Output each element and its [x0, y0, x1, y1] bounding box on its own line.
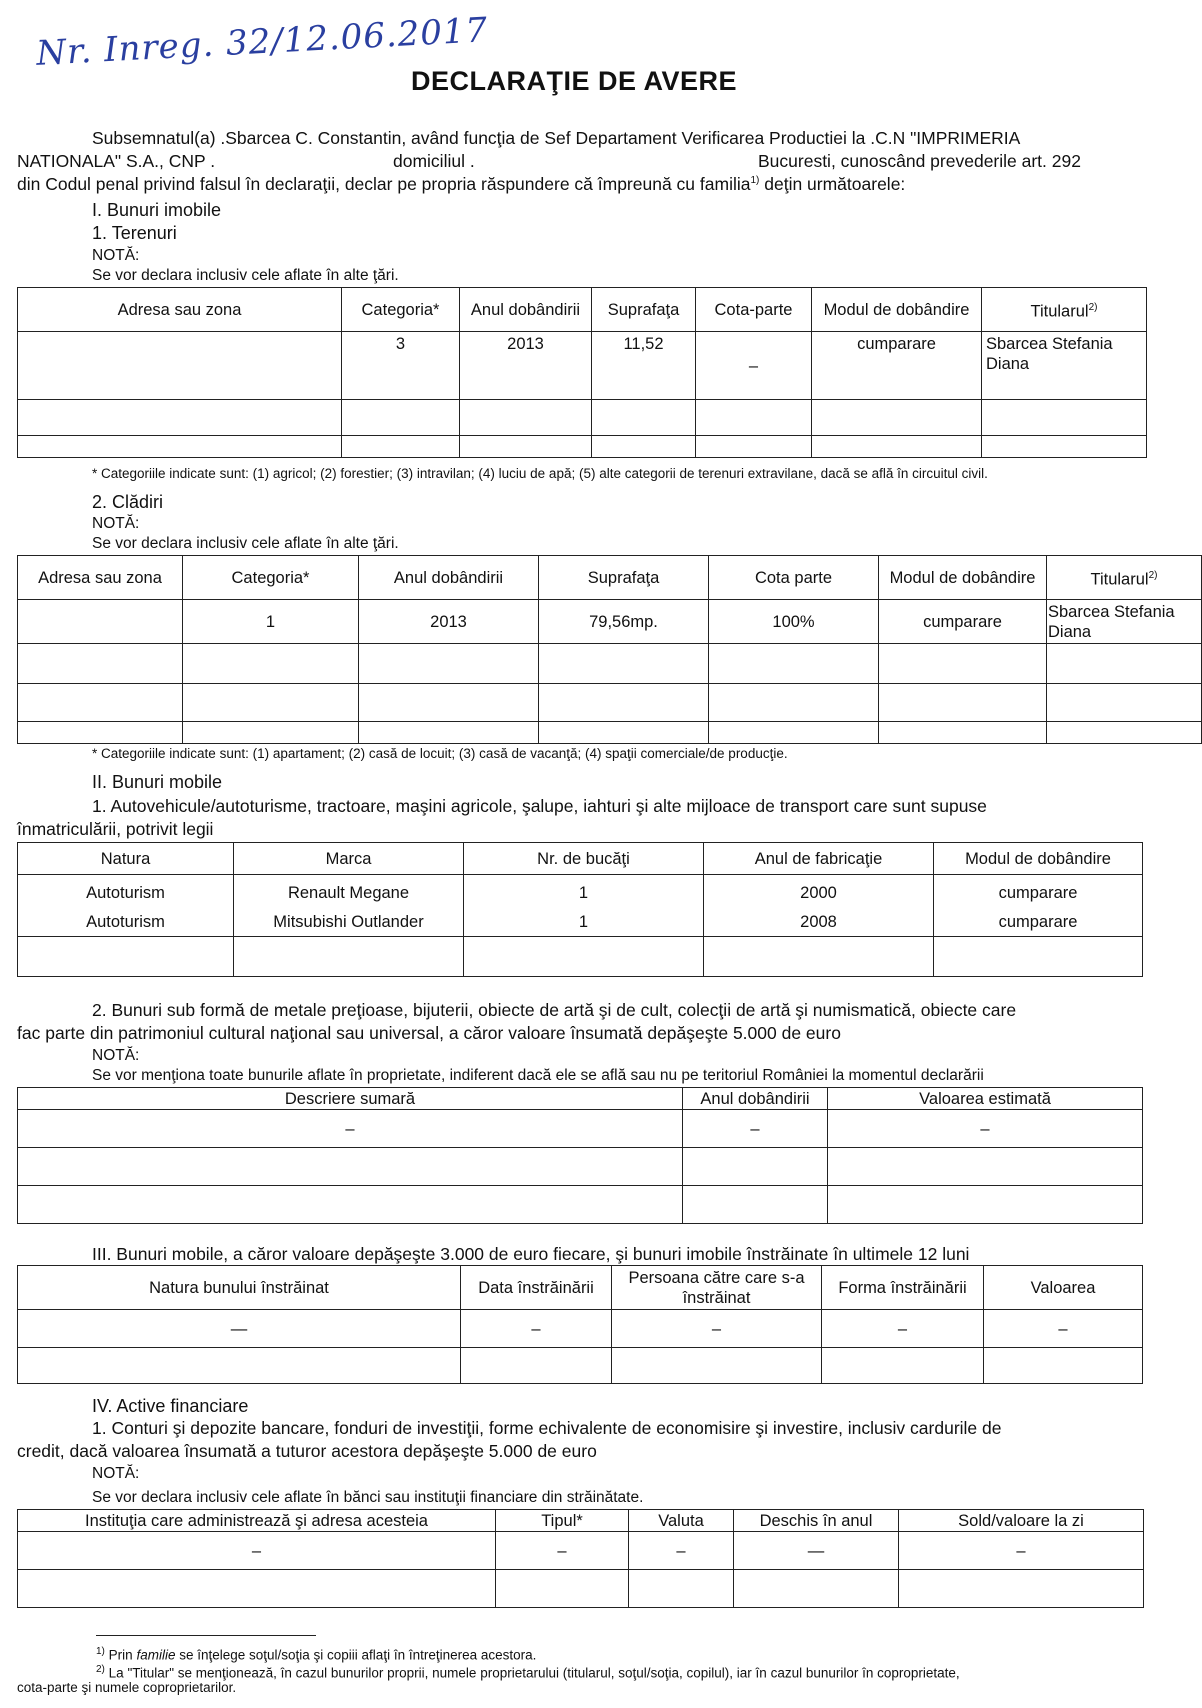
- table-cell: –: [696, 332, 812, 400]
- vehicle-1-marca: Renault Megane: [287, 884, 410, 902]
- table-cell: [18, 436, 342, 458]
- col-header: Anul dobândirii: [359, 556, 539, 600]
- vehicle-2-natura: Autoturism: [86, 913, 165, 931]
- table-cell: [18, 937, 234, 977]
- table-header-row: [18, 1266, 1143, 1310]
- col-header: Nr. de bucăţi: [464, 843, 704, 875]
- table-cell: [828, 1186, 1143, 1224]
- titular-header-text: Titularul: [1090, 570, 1149, 589]
- table-cell: [18, 1148, 683, 1186]
- table-cell: Sbarcea Stefania Diana: [982, 332, 1147, 400]
- table-row: [18, 1148, 1143, 1186]
- intro-line-3: [17, 174, 905, 194]
- footnote-1-post: se înţelege soţul/soţia şi copiii aflaţi în întreţinerea acestora.: [175, 1647, 537, 1663]
- nota-label-1: NOTĂ:: [92, 247, 140, 264]
- table-row: [18, 1348, 1143, 1384]
- vehicle-2-mode: cumparare: [998, 913, 1078, 931]
- table-header-row: [18, 843, 1143, 875]
- table-cell: —: [734, 1532, 899, 1570]
- table-cell: [359, 684, 539, 722]
- table-cell: [592, 400, 696, 436]
- col-header: Categoria*: [183, 556, 359, 600]
- vehicle-1-mode: cumparare: [998, 884, 1078, 902]
- vehicles-table: [17, 842, 1143, 977]
- table-cell: 3: [342, 332, 460, 400]
- table-cell: [982, 400, 1147, 436]
- subsection-cladiri: 2. Clădiri: [92, 492, 164, 512]
- table-header-row: [18, 556, 1202, 600]
- table-cell: [234, 875, 464, 937]
- table-cell: [539, 684, 709, 722]
- vehicle-1-count: 1: [578, 884, 589, 902]
- table-cell: [934, 937, 1143, 977]
- valuables-table: [17, 1087, 1143, 1224]
- table-cell: Sbarcea Stefania Diana: [1047, 600, 1202, 644]
- col-header: Adresa sau zona: [18, 288, 342, 332]
- col-header: Valuta: [629, 1510, 734, 1532]
- table-row: [18, 400, 1147, 436]
- table-cell: [18, 1570, 496, 1608]
- table-row: [18, 1532, 1144, 1570]
- table-row: [18, 684, 1202, 722]
- footnote-1-em: familie: [136, 1647, 176, 1663]
- col-header: Valoarea: [984, 1266, 1143, 1310]
- table-cell: –: [18, 1532, 496, 1570]
- table-cell: 11,52: [592, 332, 696, 400]
- table-cell: –: [828, 1110, 1143, 1148]
- titular-header-text: Titularul: [1030, 302, 1089, 321]
- col-header: Cota-parte: [696, 288, 812, 332]
- table-cell: [183, 684, 359, 722]
- vehicles-para-line-2: înmatriculării, potrivit legii: [17, 819, 214, 839]
- table-cell: cumparare: [812, 332, 982, 400]
- col-header: Anul dobândirii: [460, 288, 592, 332]
- handwritten-registration-number: Nr. Inreg. 32/12.06.2017: [35, 10, 490, 74]
- valuables-para-line-1: 2. Bunuri sub formă de metale preţioase, bijuterii, obiecte de artă şi de cult, colecţii de artă şi numismatică, obiecte care: [92, 1000, 1017, 1020]
- table-row: [18, 436, 1147, 458]
- col-header: Suprafaţa: [539, 556, 709, 600]
- table-cell: [18, 400, 342, 436]
- table-cell: 2013: [460, 332, 592, 400]
- table-cell: [696, 436, 812, 458]
- col-header: Valoarea estimată: [828, 1088, 1143, 1110]
- col-header: Suprafaţa: [592, 288, 696, 332]
- table-cell: [629, 1570, 734, 1608]
- col-header: [1047, 556, 1202, 600]
- table-cell: [879, 722, 1047, 744]
- table-cell: [342, 436, 460, 458]
- intro-line-3-text: din Codul penal privind falsul în declaraţii, declar pe propria răspundere că împreună cu familia: [17, 174, 751, 194]
- table-header-row: [18, 1510, 1144, 1532]
- table-cell: [879, 684, 1047, 722]
- col-header: Modul de dobândire: [812, 288, 982, 332]
- table-cell: [683, 1186, 828, 1224]
- col-header: Marca: [234, 843, 464, 875]
- table-cell: –: [612, 1310, 822, 1348]
- intro-line-2c: Bucuresti, cunoscând prevederile art. 292: [758, 151, 1081, 171]
- col-header: Forma înstrăinării: [822, 1266, 984, 1310]
- table-cell: [460, 400, 592, 436]
- table-cell: [359, 722, 539, 744]
- table-row: [18, 644, 1202, 684]
- table-cell: –: [461, 1310, 612, 1348]
- table-cell: [709, 644, 879, 684]
- col-header: Modul de dobândire: [934, 843, 1143, 875]
- vehicle-2-marca: Mitsubishi Outlander: [273, 913, 424, 931]
- table-cell: [18, 600, 183, 644]
- vehicle-2-year: 2008: [800, 913, 837, 931]
- table-cell: [18, 722, 183, 744]
- table-cell: [18, 1186, 683, 1224]
- table-cell: [359, 644, 539, 684]
- table-cell: 79,56mp.: [539, 600, 709, 644]
- terenuri-table: [17, 287, 1147, 458]
- table-cell: [18, 644, 183, 684]
- table-cell: [234, 937, 464, 977]
- table-cell: [183, 722, 359, 744]
- col-header: Instituţia care administrează şi adresa acesteia: [18, 1510, 496, 1532]
- col-header: Categoria*: [342, 288, 460, 332]
- table-cell: [828, 1148, 1143, 1186]
- col-header: Anul dobândirii: [683, 1088, 828, 1110]
- table-cell: [704, 875, 934, 937]
- col-header: Persoana către care s-a înstrăinat: [612, 1266, 822, 1310]
- table-row: [18, 1570, 1144, 1608]
- table-cell: –: [899, 1532, 1144, 1570]
- table-header-row: [18, 288, 1147, 332]
- table-row: [18, 1186, 1143, 1224]
- table-cell: –: [496, 1532, 629, 1570]
- intro-line-2b: domiciliul .: [393, 151, 475, 171]
- table-cell: [461, 1348, 612, 1384]
- table-cell: [704, 937, 934, 977]
- footnote-2-mark: 2): [96, 1664, 105, 1675]
- col-header: [982, 288, 1147, 332]
- table-cell: [496, 1570, 629, 1608]
- titular-footnote-mark: 2): [1148, 569, 1158, 581]
- intro-line-2a: NATIONALA" S.A., CNP .: [17, 151, 216, 171]
- table-cell: [460, 436, 592, 458]
- table-cell: [822, 1348, 984, 1384]
- table-cell: cumparare: [879, 600, 1047, 644]
- table-cell: [1047, 644, 1202, 684]
- table-cell: [342, 400, 460, 436]
- footnote-1: [96, 1644, 536, 1664]
- col-header: Sold/valoare la zi: [899, 1510, 1144, 1532]
- intro-footnote-mark: 1): [750, 175, 760, 187]
- footnote-1-pre: Prin: [108, 1647, 137, 1663]
- table-row: [18, 1110, 1143, 1148]
- table-cell: [592, 436, 696, 458]
- table-cell: 2013: [359, 600, 539, 644]
- table-cell: [984, 1348, 1143, 1384]
- section-ii-heading: II. Bunuri mobile: [92, 772, 223, 792]
- footnote-1-mark: 1): [96, 1646, 105, 1657]
- table-cell: 100%: [709, 600, 879, 644]
- table-cell: [982, 436, 1147, 458]
- footnote-divider: [96, 1635, 316, 1636]
- footnote-2-text: La "Titular" se menţionează, în cazul bunurilor proprii, numele proprietarului (titularul, soţul/soţia, copilul), iar în cazul bunurilor în coproprietate,: [108, 1665, 960, 1681]
- section-iv-heading: IV. Active financiare: [92, 1396, 249, 1416]
- table-row: [18, 722, 1202, 744]
- col-header: Descriere sumară: [18, 1088, 683, 1110]
- financial-para-line-2: credit, dacă valoarea însumată a tuturor acestora depăşeşte 5.000 de euro: [17, 1441, 597, 1461]
- nota-text-3: Se vor menţiona toate bunurile aflate în proprietate, indiferent dacă ele se află sau nu pe teritoriul României la momentul declarării: [92, 1067, 984, 1084]
- table-row: [18, 332, 1147, 400]
- section-iii-heading: III. Bunuri mobile, a căror valoare depăşeşte 3.000 de euro fiecare, şi bunuri imobile înstrăinate în ultimele 12 luni: [92, 1244, 970, 1264]
- nota-label-2: NOTĂ:: [92, 515, 140, 532]
- table-cell: [1047, 722, 1202, 744]
- intro-line-3-end: deţin următoarele:: [759, 174, 906, 194]
- table-cell: 1: [183, 600, 359, 644]
- table-cell: [879, 644, 1047, 684]
- table-cell: –: [984, 1310, 1143, 1348]
- table-cell: [709, 684, 879, 722]
- valuables-para-line-2: fac parte din patrimoniul cultural naţional sau universal, a căror valoare însumată depăşeşte 5.000 de euro: [17, 1023, 841, 1043]
- col-header: Natura: [18, 843, 234, 875]
- cladiri-table: [17, 555, 1202, 744]
- table-cell: –: [629, 1532, 734, 1570]
- table-cell: [464, 937, 704, 977]
- table-cell: [696, 400, 812, 436]
- table-cell: [934, 875, 1143, 937]
- col-header: Anul de fabricaţie: [704, 843, 934, 875]
- footnote-2-line-2: cota-parte şi numele coproprietarilor.: [17, 1680, 237, 1695]
- col-header: Adresa sau zona: [18, 556, 183, 600]
- table-cell: –: [822, 1310, 984, 1348]
- table-cell: [464, 875, 704, 937]
- vehicle-1-natura: Autoturism: [86, 884, 165, 902]
- nota-text-4: Se vor declara inclusiv cele aflate în bănci sau instituţii financiare din străinătate.: [92, 1489, 644, 1506]
- nota-label-3: NOTĂ:: [92, 1047, 140, 1064]
- footnote-2-line-1: [96, 1662, 960, 1682]
- col-header: Data înstrăinării: [461, 1266, 612, 1310]
- table-cell: [18, 684, 183, 722]
- section-i-heading: I. Bunuri imobile: [92, 200, 222, 220]
- table-cell: [709, 722, 879, 744]
- vehicle-2-count: 1: [578, 913, 589, 931]
- table-cell: [18, 875, 234, 937]
- vehicle-1-year: 2000: [800, 884, 837, 902]
- vehicles-para-line-1: 1. Autovehicule/autoturisme, tractoare, maşini agricole, şalupe, iahturi şi alte mijloace de transport care sunt supuse: [92, 796, 987, 816]
- table-cell: [899, 1570, 1144, 1608]
- titular-footnote-mark: 2): [1088, 301, 1098, 313]
- table-row: [18, 875, 1143, 937]
- table-cell: [734, 1570, 899, 1608]
- bank-accounts-table: [17, 1509, 1144, 1608]
- table-cell: [18, 332, 342, 400]
- nota-text-2: Se vor declara inclusiv cele aflate în alte ţări.: [92, 535, 399, 552]
- col-header: Natura bunului înstrăinat: [18, 1266, 461, 1310]
- table-cell: [183, 644, 359, 684]
- document-title: DECLARAŢIE DE AVERE: [410, 66, 738, 96]
- alienated-goods-table: [17, 1265, 1143, 1384]
- table-row: [18, 1310, 1143, 1348]
- table-cell: [18, 1348, 461, 1384]
- table-cell: [612, 1348, 822, 1384]
- table-cell: [812, 400, 982, 436]
- intro-line-1: Subsemnatul(a) .Sbarcea C. Constantin, având funcţia de Sef Departament Verificarea Productiei la .C.N "IMPRIMERIA: [92, 128, 1021, 148]
- terenuri-categories-footnote: * Categoriile indicate sunt: (1) agricol; (2) forestier; (3) intravilan; (4) luciu de apă; (5) alte categorii de terenuri extravilane, dacă se află în circuitul civil.: [92, 466, 988, 481]
- col-header: Tipul*: [496, 1510, 629, 1532]
- table-row: [18, 937, 1143, 977]
- col-header: Cota parte: [709, 556, 879, 600]
- subsection-terenuri: 1. Terenuri: [92, 223, 177, 243]
- cladiri-categories-footnote: * Categoriile indicate sunt: (1) apartament; (2) casă de locuit; (3) casă de vacanţă; (4) spaţii comerciale/de producţie.: [92, 746, 788, 761]
- table-cell: [1047, 684, 1202, 722]
- table-header-row: [18, 1088, 1143, 1110]
- table-cell: –: [18, 1110, 683, 1148]
- nota-label-4: NOTĂ:: [92, 1465, 140, 1482]
- financial-para-line-1: 1. Conturi şi depozite bancare, fonduri de investiţii, forme echivalente de economisire şi investire, inclusiv cardurile de: [92, 1418, 1002, 1438]
- table-cell: [539, 722, 709, 744]
- table-cell: [812, 436, 982, 458]
- table-cell: –: [683, 1110, 828, 1148]
- col-header: Deschis în anul: [734, 1510, 899, 1532]
- nota-text-1: Se vor declara inclusiv cele aflate în alte ţări.: [92, 267, 399, 284]
- table-row: [18, 600, 1202, 644]
- col-header: Modul de dobândire: [879, 556, 1047, 600]
- table-cell: [683, 1148, 828, 1186]
- table-cell: —: [18, 1310, 461, 1348]
- table-cell: [539, 644, 709, 684]
